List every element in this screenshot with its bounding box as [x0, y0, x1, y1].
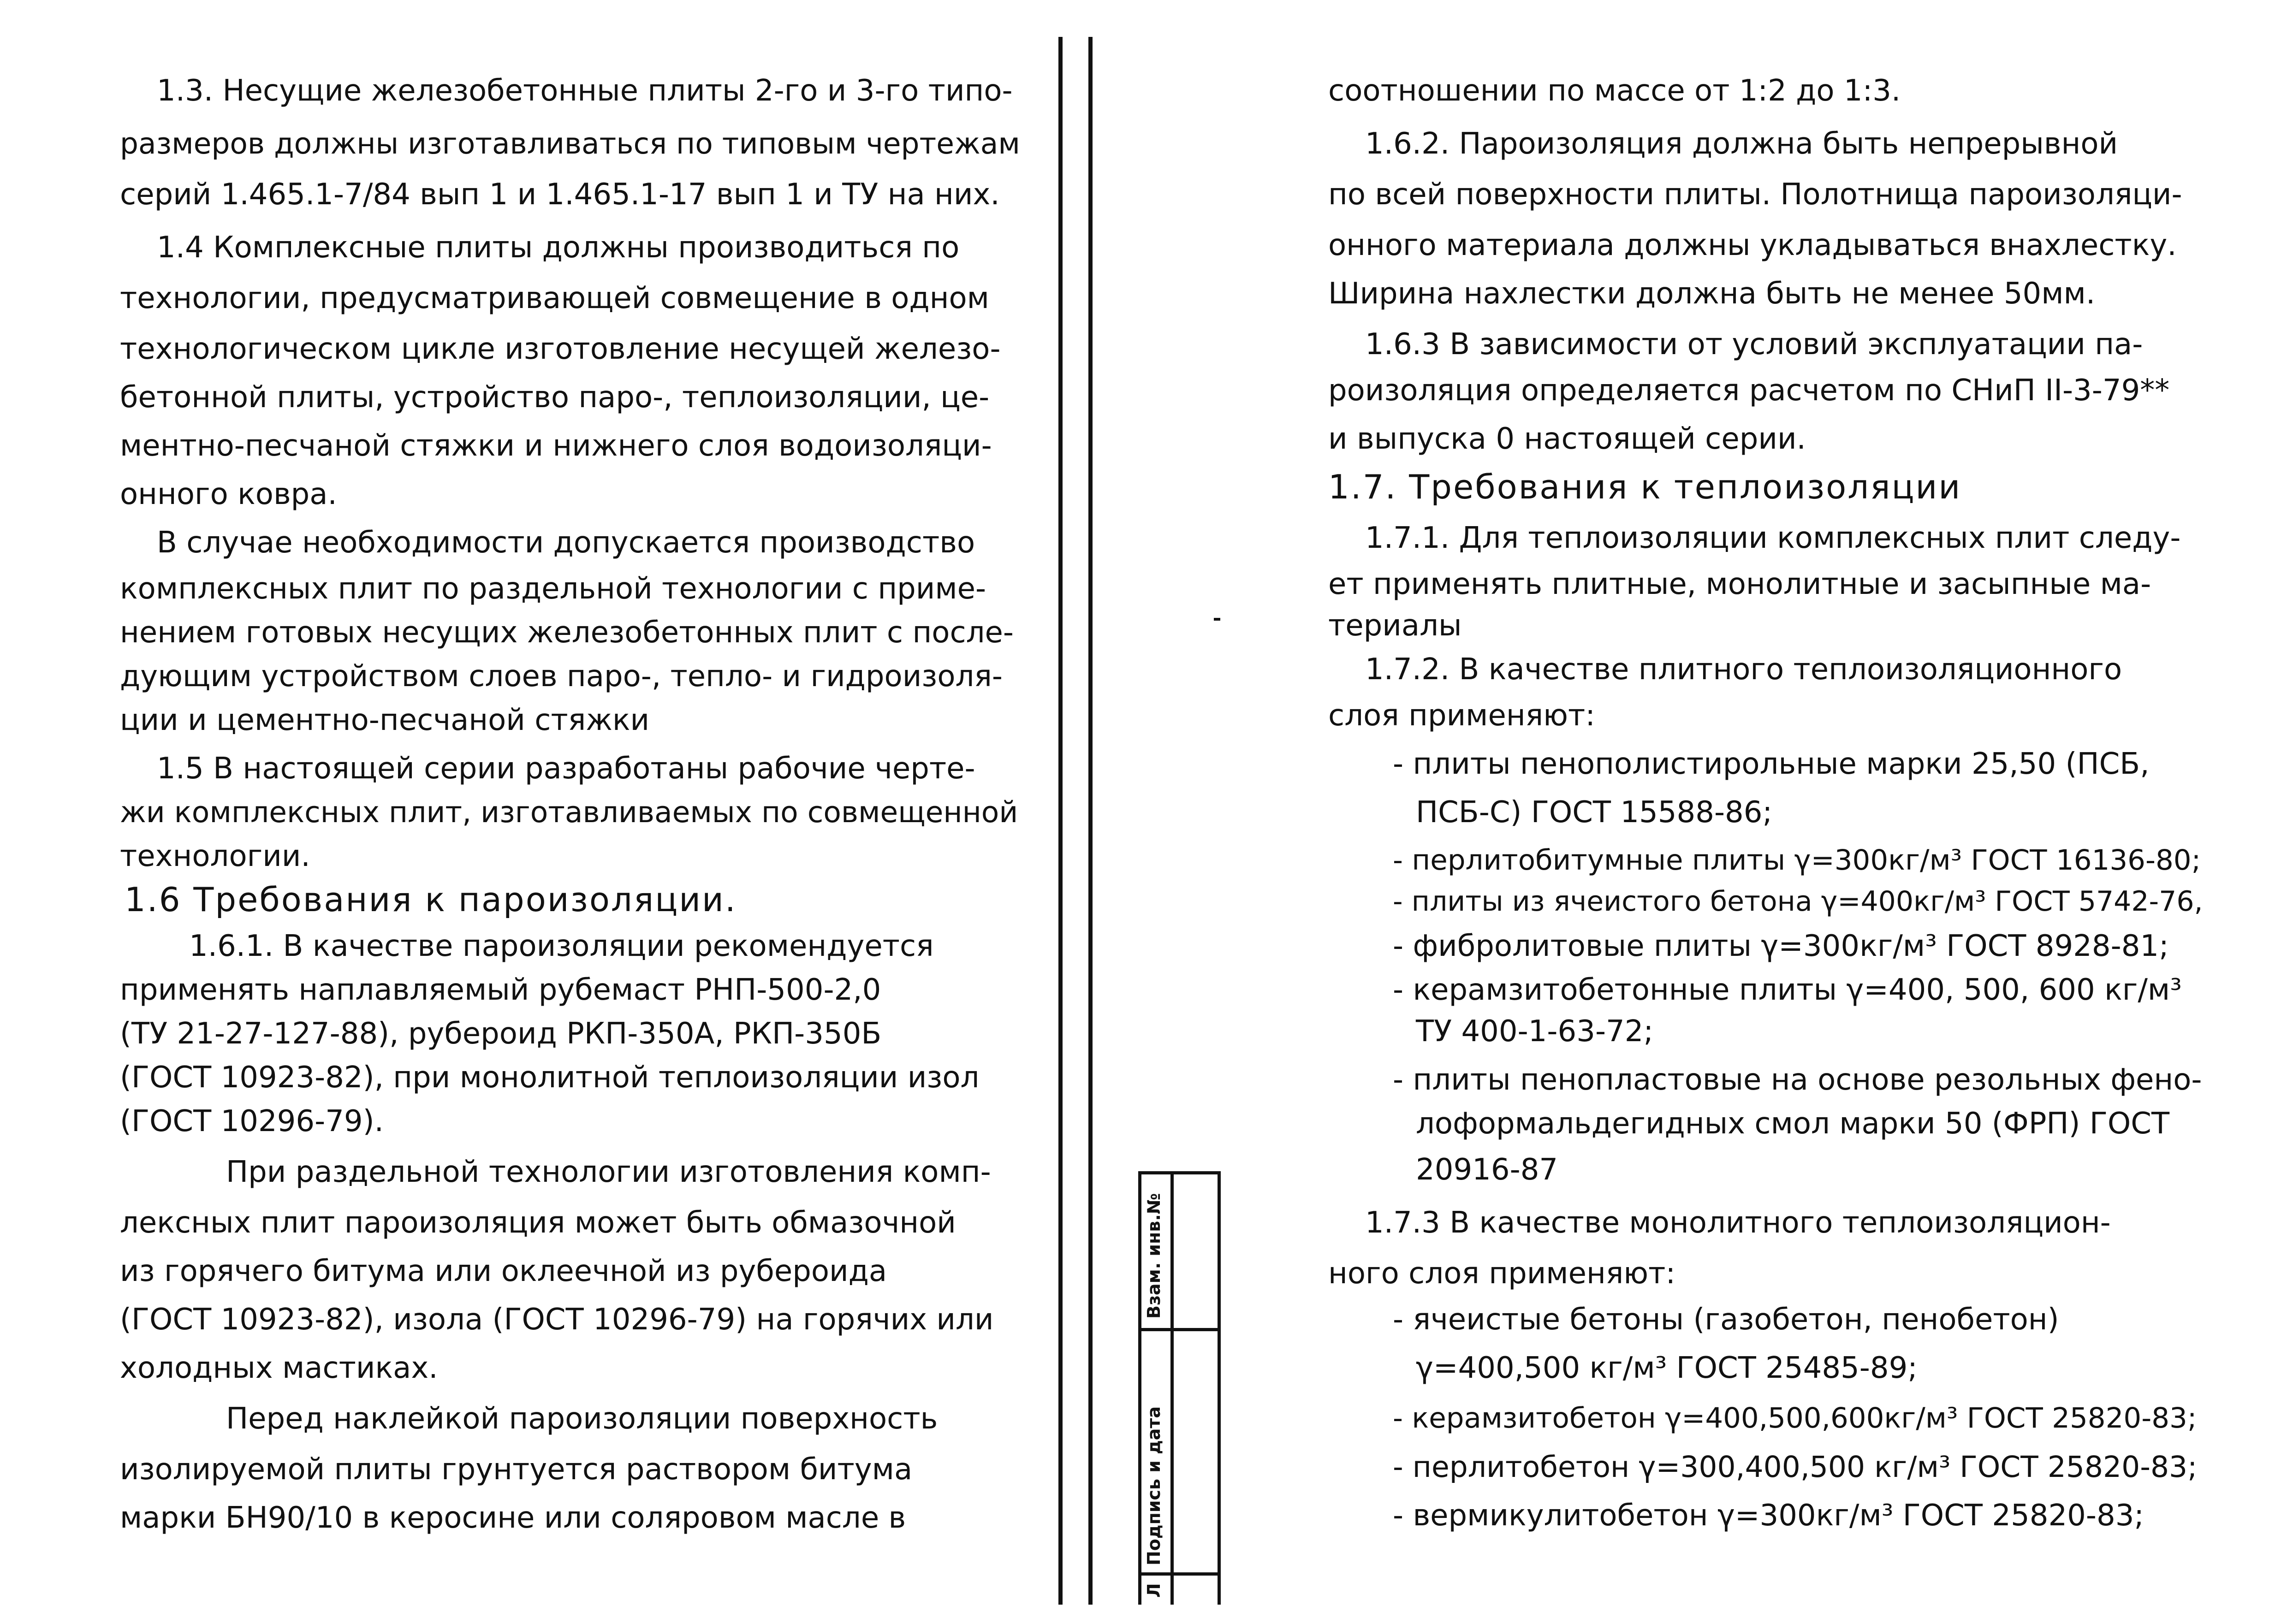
text-line: ментно-песчаной стяжки и нижнего слоя водоизоляци- — [120, 429, 992, 463]
text-line: онного ковра. — [120, 477, 337, 511]
stamp-box-inner-edge — [1170, 1171, 1174, 1605]
text-line: лексных плит пароизоляция может быть обмазочной — [120, 1206, 956, 1240]
list-item: - керамзитобетонные плиты γ=400, 500, 600 кг/м³ — [1393, 973, 2182, 1007]
text-line: (ГОСТ 10296-79). — [120, 1104, 384, 1138]
section-heading: 1.6 Требования к пароизоляции. — [125, 880, 737, 919]
text-line: При раздельной технологии изготовления комп- — [226, 1155, 991, 1189]
text-line: и выпуска 0 настоящей серии. — [1328, 422, 1806, 456]
list-item: - фибролитовые плиты γ=300кг/м³ ГОСТ 8928-81; — [1393, 929, 2169, 963]
text-line: бетонной плиты, устройство паро-, теплоизоляции, це- — [120, 380, 990, 415]
text-line: технологическом цикле изготовление несущей железо- — [120, 332, 1001, 366]
list-item: - перлитобитумные плиты γ=300кг/м³ ГОСТ 16136-80; — [1393, 844, 2201, 877]
text-line: по всей поверхности плиты. Полотнища пароизоляци- — [1328, 178, 2182, 212]
text-line: В случае необходимости допускается производство — [157, 526, 975, 560]
list-item: - ячеистые бетоны (газобетон, пенобетон) — [1393, 1303, 2059, 1337]
list-item-continuation: ТУ 400-1-63-72; — [1416, 1014, 1654, 1049]
text-line: применять наплавляемый рубемаст РНП-500-2,0 — [120, 973, 881, 1007]
list-item: - вермикулитобетон γ=300кг/м³ ГОСТ 25820-83; — [1393, 1499, 2144, 1533]
text-line: серий 1.465.1-7/84 вып 1 и 1.465.1-17 вып 1 и ТУ на них. — [120, 178, 1000, 212]
text-line: 1.3. Несущие железобетонные плиты 2-го и 3-го типо- — [157, 74, 1013, 108]
text-line: (ГОСТ 10923-82), при монолитной теплоизоляции изол — [120, 1061, 980, 1095]
text-line: жи комплексных плит, изготавливаемых по совмещенной — [120, 795, 1018, 829]
binding-line — [1058, 37, 1063, 1605]
text-line: изолируемой плиты грунтуется раствором битума — [120, 1452, 913, 1487]
text-line: Ширина нахлестки должна быть не менее 50мм. — [1328, 277, 2096, 311]
text-line: роизоляция определяется расчетом по СНиП II-3-79** — [1328, 373, 2170, 408]
stamp-box-top — [1138, 1171, 1221, 1174]
text-line: (ГОСТ 10923-82), изола (ГОСТ 10296-79) на горячих или — [120, 1303, 994, 1337]
tick-mark — [1214, 618, 1220, 621]
text-line: 1.7.2. В качестве плитного теплоизоляционного — [1365, 652, 2122, 687]
section-heading: 1.7. Требования к теплоизоляции — [1328, 468, 1962, 506]
text-line: технологии. — [120, 839, 310, 873]
text-line: ет применять плитные, монолитные и засыпные ма- — [1328, 567, 2151, 601]
text-line: ного слоя применяют: — [1328, 1257, 1675, 1291]
list-item-continuation: лоформальдегидных смол марки 50 (ФРП) ГОСТ — [1416, 1107, 2170, 1141]
list-item: - плиты пенопластовые на основе резольных фено- — [1393, 1063, 2202, 1097]
list-item: - плиты из ячеистого бетона γ=400кг/м³ ГОСТ 5742-76, — [1393, 885, 2203, 918]
text-line: дующим устройством слоев паро-, тепло- и гидроизоля- — [120, 659, 1003, 693]
binding-line — [1088, 37, 1093, 1605]
text-line: 1.7.3 В качестве монолитного теплоизоляцион- — [1365, 1206, 2111, 1240]
text-line: 1.6.2. Пароизоляция должна быть непрерывной — [1365, 127, 2118, 161]
text-line: Перед наклейкой пароизоляции поверхность — [226, 1402, 938, 1436]
stamp-exchange-label: Взам. инв.№ — [1144, 1193, 1164, 1319]
text-line: (ТУ 21-27-127-88), рубероид РКП-350А, РКП-350Б — [120, 1017, 882, 1051]
list-item-continuation: 20916-87 — [1416, 1153, 1558, 1187]
list-item-continuation: γ=400,500 кг/м³ ГОСТ 25485-89; — [1416, 1351, 1918, 1385]
text-line: комплексных плит по раздельной технологии с приме- — [120, 572, 986, 606]
stamp-box-divider — [1138, 1572, 1221, 1576]
stamp-inventory-label: Л — [1144, 1583, 1164, 1598]
text-line: 1.6.1. В качестве пароизоляции рекомендуется — [189, 929, 934, 963]
text-line: технологии, предусматривающей совмещение в одном — [120, 281, 989, 315]
text-line: из горячего битума или оклеечной из рубероида — [120, 1254, 887, 1288]
text-line: 1.5 В настоящей серии разработаны рабочие черте- — [157, 752, 975, 786]
stamp-box-right-edge — [1218, 1171, 1221, 1605]
text-line: ции и цементно-песчаной стяжки — [120, 703, 650, 737]
text-line: 1.6.3 В зависимости от условий эксплуатации па- — [1365, 327, 2143, 362]
text-line: онного материала должны укладываться внахлестку. — [1328, 228, 2177, 262]
text-line: соотношении по массе от 1:2 до 1:3. — [1328, 74, 1901, 108]
text-line: слоя применяют: — [1328, 699, 1595, 733]
list-item: - перлитобетон γ=300,400,500 кг/м³ ГОСТ 25820-83; — [1393, 1450, 2198, 1484]
stamp-box-divider — [1138, 1328, 1221, 1331]
text-line: 1.4 Комплексные плиты должны производиться по — [157, 231, 960, 265]
stamp-box-left-edge — [1138, 1171, 1141, 1605]
text-line: 1.7.1. Для теплоизоляции комплексных плит следу- — [1365, 521, 2181, 555]
list-item: - плиты пенополистирольные марки 25,50 (ПСБ, — [1393, 747, 2150, 781]
text-line: териалы — [1328, 609, 1462, 643]
list-item: - керамзитобетон γ=400,500,600кг/м³ ГОСТ 25820-83; — [1393, 1402, 2197, 1434]
list-item-continuation: ПСБ-С) ГОСТ 15588-86; — [1416, 795, 1773, 830]
text-line: нением готовых несущих железобетонных плит с после- — [120, 616, 1014, 650]
text-line: размеров должны изготавливаться по типовым чертежам — [120, 127, 1020, 160]
stamp-signature-label: Подпись и дата — [1144, 1406, 1164, 1565]
text-line: марки БН90/10 в керосине или соляровом масле в — [120, 1501, 906, 1535]
text-line: холодных мастиках. — [120, 1351, 438, 1385]
